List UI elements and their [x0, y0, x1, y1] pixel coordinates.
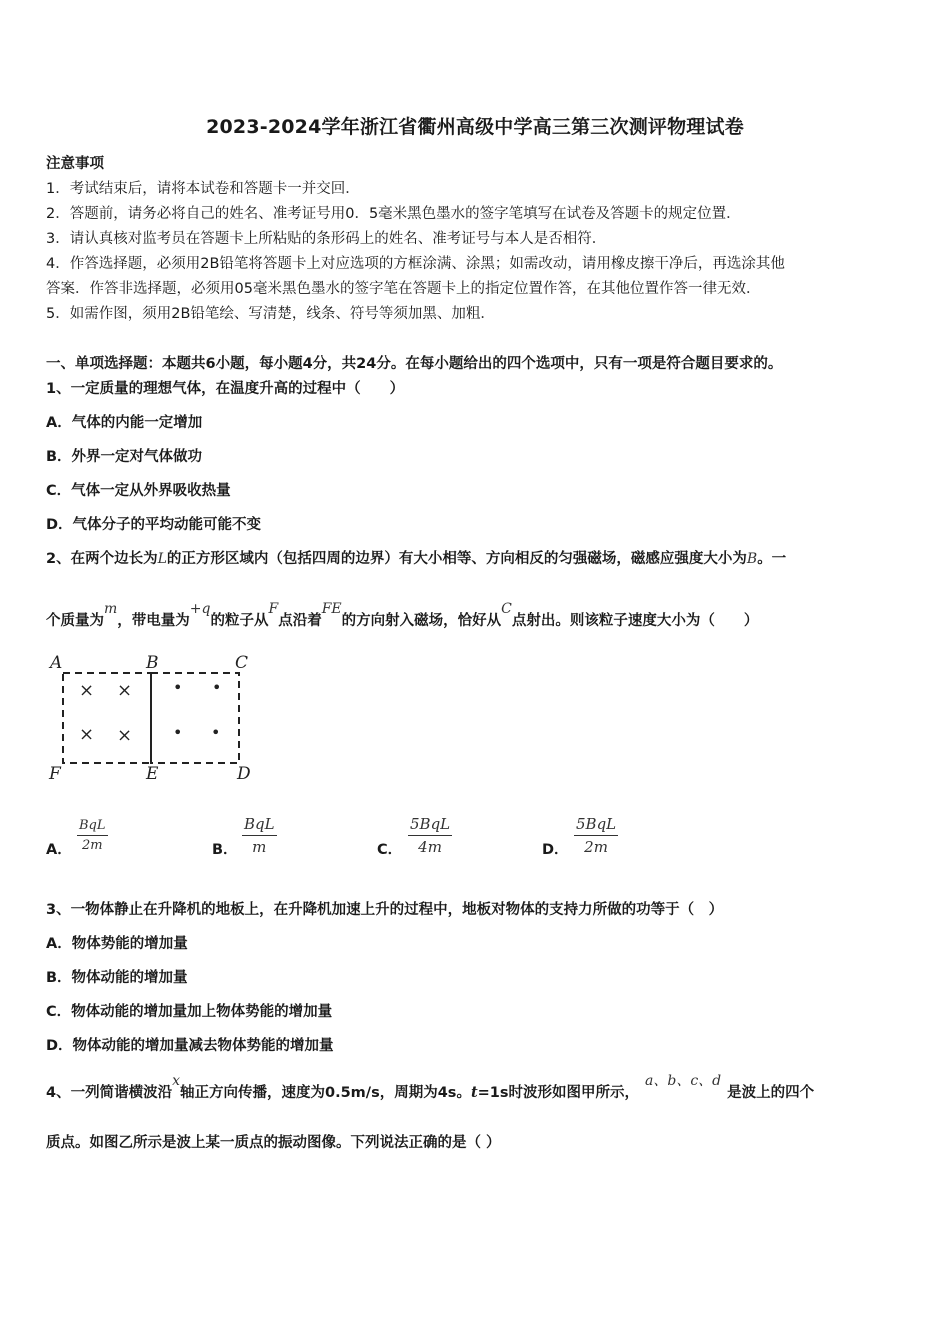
magnetic-field-diagram [40, 648, 270, 788]
question-2-option-a-label: A． [46, 842, 72, 858]
notice-item: 3．请认真核对监考员在答题卡上所粘贴的条形码上的姓名、准考证号与本人是否相符． [46, 231, 607, 247]
question-2-option-a-fraction: BqL 2m [79, 818, 106, 853]
question-2-option-b-fraction: BqL m [244, 815, 275, 856]
question-2-option-c-fraction: 5BqL 4m [410, 815, 451, 856]
symbol-FE: FE [321, 601, 342, 617]
field-cross: × [117, 725, 133, 746]
notice-item: 4．作答选择题，必须用2B铅笔将答题卡上对应选项的方框涂满、涂黑；如需改动，请用橡皮擦干净后，再选涂其他 [46, 256, 785, 272]
question-3-option-a: A．物体势能的增加量 [46, 936, 188, 952]
question-3-option-d: D．物体动能的增加量减去物体势能的增加量 [46, 1038, 334, 1054]
question-4-stem-line2: 质点。如图乙所示是波上某一质点的振动图像。下列说法正确的是（ ） [46, 1135, 501, 1151]
notice-item: 1．考试结束后，请将本试卷和答题卡一并交回． [46, 181, 360, 197]
notice-heading: 注意事项 [46, 156, 104, 172]
question-3-option-b: B．物体动能的增加量 [46, 970, 188, 986]
field-dot: • [212, 678, 222, 697]
symbol-abcd: a、b、c、d [645, 1073, 722, 1089]
field-dot: • [211, 723, 221, 742]
label-B: B [146, 653, 159, 673]
field-region-left [63, 673, 151, 763]
section-heading: 一、单项选择题：本题共6小题，每小题4分，共24分。在每小题给出的四个选项中，只有一项是符合题目要求的。 [46, 356, 783, 372]
symbol-q: +q [189, 601, 211, 617]
question-2-stem-line2: 个质量为m，带电量为+q的粒子从F点沿着FE的方向射入磁场，恰好从C点射出。则该粒子速度大小为（ ） [46, 601, 759, 629]
field-dot: • [173, 723, 183, 742]
symbol-L: L [157, 551, 167, 567]
question-2-option-d-label: D． [542, 842, 569, 858]
label-D: D [237, 764, 251, 784]
field-region-right [151, 673, 239, 763]
question-2-option-c-label: C． [377, 842, 403, 858]
page-title: 2023-2024学年浙江省衢州高级中学高三第三次测评物理试卷 [206, 116, 744, 138]
label-C: C [235, 653, 249, 673]
label-E: E [146, 764, 159, 784]
question-2-option-d-fraction: 5BqL 2m [576, 815, 617, 856]
symbol-t: t [470, 1084, 478, 1101]
question-1-option-b: B．外界一定对气体做功 [46, 449, 203, 465]
field-cross: × [79, 724, 95, 745]
question-4-stem-line1: 4、一列简谐横波沿x轴正方向传播，速度为0.5m/s，周期为4s。t=1s时波形如图甲所示，a、b、c、d是波上的四个 [46, 1073, 815, 1101]
question-1-option-d: D．气体分子的平均动能可能不变 [46, 517, 262, 533]
question-1-stem: 1、一定质量的理想气体，在温度升高的过程中（ ） [46, 381, 405, 397]
notice-item: 2．答题前，请务必将自己的姓名、准考证号用0．5毫米黑色墨水的签字笔填写在试卷及答题卡的规定位置． [46, 206, 741, 222]
question-3-option-c: C．物体动能的增加量加上物体势能的增加量 [46, 1004, 333, 1020]
symbol-x: x [172, 1073, 180, 1089]
notice-item: 答案．作答非选择题，必须用05毫米黑色墨水的签字笔在答题卡上的指定位置作答，在其他位置作答一律无效． [46, 281, 761, 297]
symbol-B: B [746, 551, 758, 567]
symbol-C: C [501, 601, 512, 617]
question-1-option-a: A．气体的内能一定增加 [46, 415, 203, 431]
label-A: A [50, 653, 63, 673]
question-2-option-b-label: B． [212, 842, 238, 858]
field-cross: × [79, 680, 95, 701]
symbol-m: m [104, 601, 118, 617]
field-cross: × [117, 680, 133, 701]
symbol-F: F [268, 601, 279, 617]
question-1-option-c: C．气体一定从外界吸收热量 [46, 483, 231, 499]
field-dot: • [173, 678, 183, 697]
question-2-stem-line1: 2、在两个边长为L的正方形区域内（包括四周的边界）有大小相等、方向相反的匀强磁场，磁感应强度大小为B。一 [46, 551, 787, 567]
label-F: F [49, 764, 61, 784]
question-3-stem: 3、一物体静止在升降机的地板上，在升降机加速上升的过程中，地板对物体的支持力所做的功等于（ ） [46, 902, 724, 918]
notice-item: 5．如需作图，须用2B铅笔绘、写清楚，线条、符号等须加黑、加粗． [46, 306, 495, 322]
